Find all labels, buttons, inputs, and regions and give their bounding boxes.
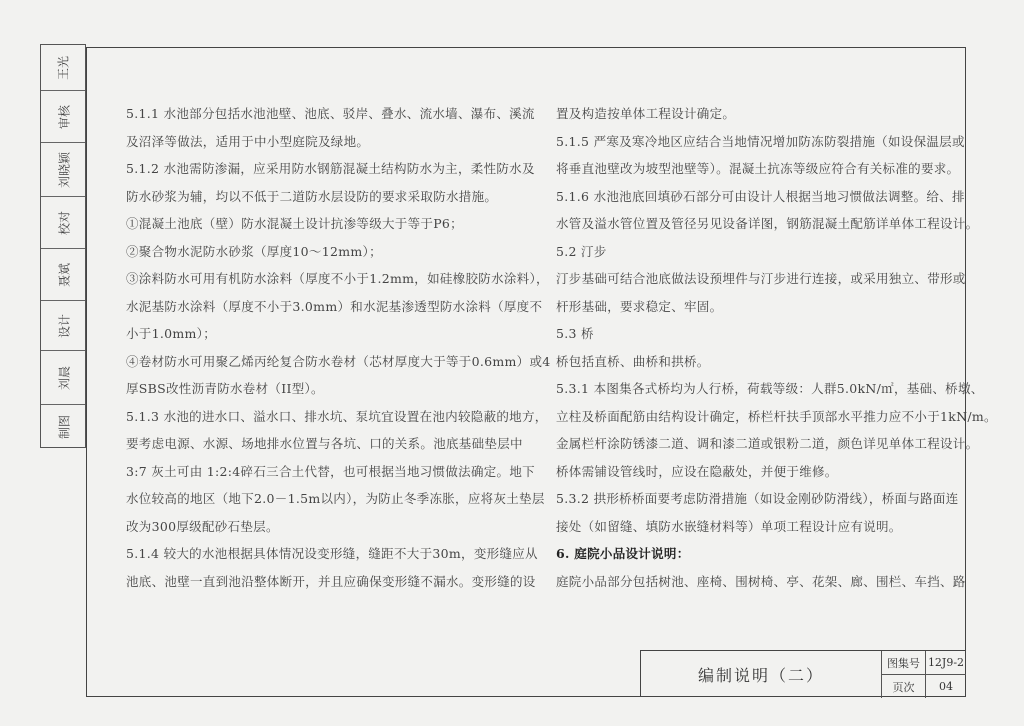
text-line: 汀步基础可结合池底做法设预埋件与汀步进行连接，或采用独立、带形或 (556, 271, 966, 286)
side-cell-3 (41, 143, 85, 197)
left-column (126, 100, 551, 595)
side-label: 刘晓颖 (57, 151, 72, 188)
section-heading: 6. 庭院小品设计说明： (556, 546, 690, 561)
side-cell-8 (41, 405, 85, 449)
side-label: 校对 (57, 210, 72, 235)
text-line: 要考虑电源、水源、场地排水位置与各坑、口的关系。池底基础垫层中 (126, 436, 523, 451)
text-line: ②聚合物水泥防水砂浆（厚度10～12mm）； (126, 243, 382, 259)
side-cell-4 (41, 197, 85, 249)
side-cell-1 (41, 45, 85, 91)
text-line: 庭院小品部分包括树池、座椅、围树椅、亭、花架、廊、围栏、车挡、路 (556, 573, 966, 589)
text-line: 将垂直池壁改为坡型池壁等）。混凝土抗冻等级应符合有关标准的要求。 (556, 161, 960, 176)
text-line: 杆形基础，要求稳定、牢固。 (556, 298, 723, 314)
side-label: 刘晨 (57, 365, 72, 390)
text-line: 5.1.1 水池部分包括水池池壁、池底、驳岸、叠水、流水墙、瀑布、溪流 (126, 106, 535, 121)
text-line: 防水砂浆为辅，均以不低于二道防水层设防的要求采取防水措施。 (126, 188, 498, 204)
text-line: 立柱及桥面配筋由结构设计确定，桥栏杆扶手顶部水平推力应不小于1kN/m。 (556, 408, 997, 424)
text-line: 桥包括直桥、曲桥和拱桥。 (556, 353, 710, 369)
text-line: 5.3.2 拱形桥桥面要考虑防滑措施（如设金刚砂防滑线），桥面与路面连 (556, 491, 959, 506)
side-label: 聂斌 (57, 262, 72, 287)
side-label: 设计 (57, 313, 72, 338)
side-cell-6 (41, 301, 85, 351)
text-line: ④卷材防水可用聚乙烯丙纶复合防水卷材（芯材厚度大于等于0.6mm）或4 (126, 353, 551, 369)
text-line: 置及构造按单体工程设计确定。 (556, 106, 736, 121)
text-line: 5.1.2 水池需防渗漏，应采用防水钢筋混凝土结构防水为主，柔性防水及 (126, 161, 535, 176)
side-cell-7 (41, 351, 85, 405)
side-label: 审核 (57, 104, 72, 129)
text-line: 5.2 汀步 (556, 243, 607, 259)
text-line: 水泥基防水涂料（厚度不小于3.0mm）和水泥基渗透型防水涂料（厚度不 (126, 298, 543, 314)
document-title: 编制说明（二） (697, 665, 824, 685)
text-line: 5.1.5 严寒及寒冷地区应结合当地情况增加防冻防裂措施（如设保温层或 (556, 133, 965, 149)
atlas-number-value: 12J9-2 (925, 651, 966, 675)
page-number: 04 (925, 675, 966, 698)
text-line: 金属栏杆涂防锈漆二道、调和漆二道或银粉二道，颜色详见单体工程设计。 (556, 436, 979, 451)
side-cell-2 (41, 91, 85, 143)
approval-strip (40, 44, 86, 448)
text-line: 5.1.4 较大的水池根据具体情况设变形缝，缝距不大于30m，变形缝应从 (126, 546, 538, 561)
text-line: ①混凝土池底（壁）防水混凝土设计抗渗等级大于等于P6； (126, 216, 463, 231)
page-label: 页次 (881, 675, 925, 698)
text-line: 及沼泽等做法，适用于中小型庭院及绿地。 (126, 133, 370, 149)
text-line: ③涂料防水可用有机防水涂料（厚度不小于1.2mm，如硅橡胶防水涂料）， (126, 271, 549, 286)
right-column (556, 100, 997, 595)
side-label: 制图 (57, 415, 72, 440)
text-line: 水位较高的地区（地下2.0－1.5m以内），为防止冬季冻胀，应将灰土垫层 (126, 491, 545, 506)
text-line: 池底、池壁一直到池沿整体断开，并且应确保变形缝不漏水。变形缝的设 (126, 573, 536, 589)
side-cell-5 (41, 249, 85, 301)
text-line: 5.3.1 本图集各式桥均为人行桥，荷载等级：人群5.0kN/㎡，基础、桥墩、 (556, 381, 984, 396)
text-line: 3:7 灰土可由 1:2:4碎石三合土代替，也可根据当地习惯做法确定。地下 (126, 463, 535, 479)
title-block (640, 650, 965, 697)
text-line: 桥体需铺设管线时，应设在隐蔽处，并便于维修。 (556, 463, 838, 479)
atlas-number-label: 图集号 (881, 651, 925, 675)
text-line: 5.1.3 水池的进水口、溢水口、排水坑、泵坑宜设置在池内较隐蔽的地方， (126, 408, 548, 424)
text-line: 水管及溢水管位置及管径另见设备详图，钢筋混凝土配筋详单体工程设计。 (556, 216, 979, 231)
text-line: 改为300厚级配砂石垫层。 (126, 518, 279, 534)
text-line: 接处（如留缝、填防水嵌缝材料等）单项工程设计应有说明。 (556, 518, 902, 534)
text-line: 5.1.6 水池池底回填砂石部分可由设计人根据当地习惯做法调整。给、排 (556, 188, 965, 204)
side-label: 王光 (56, 55, 71, 80)
text-line: 厚SBS改性沥青防水卷材（II型）。 (126, 381, 324, 396)
text-line: 小于1.0mm）； (126, 326, 217, 341)
text-line: 5.3 桥 (556, 326, 594, 341)
